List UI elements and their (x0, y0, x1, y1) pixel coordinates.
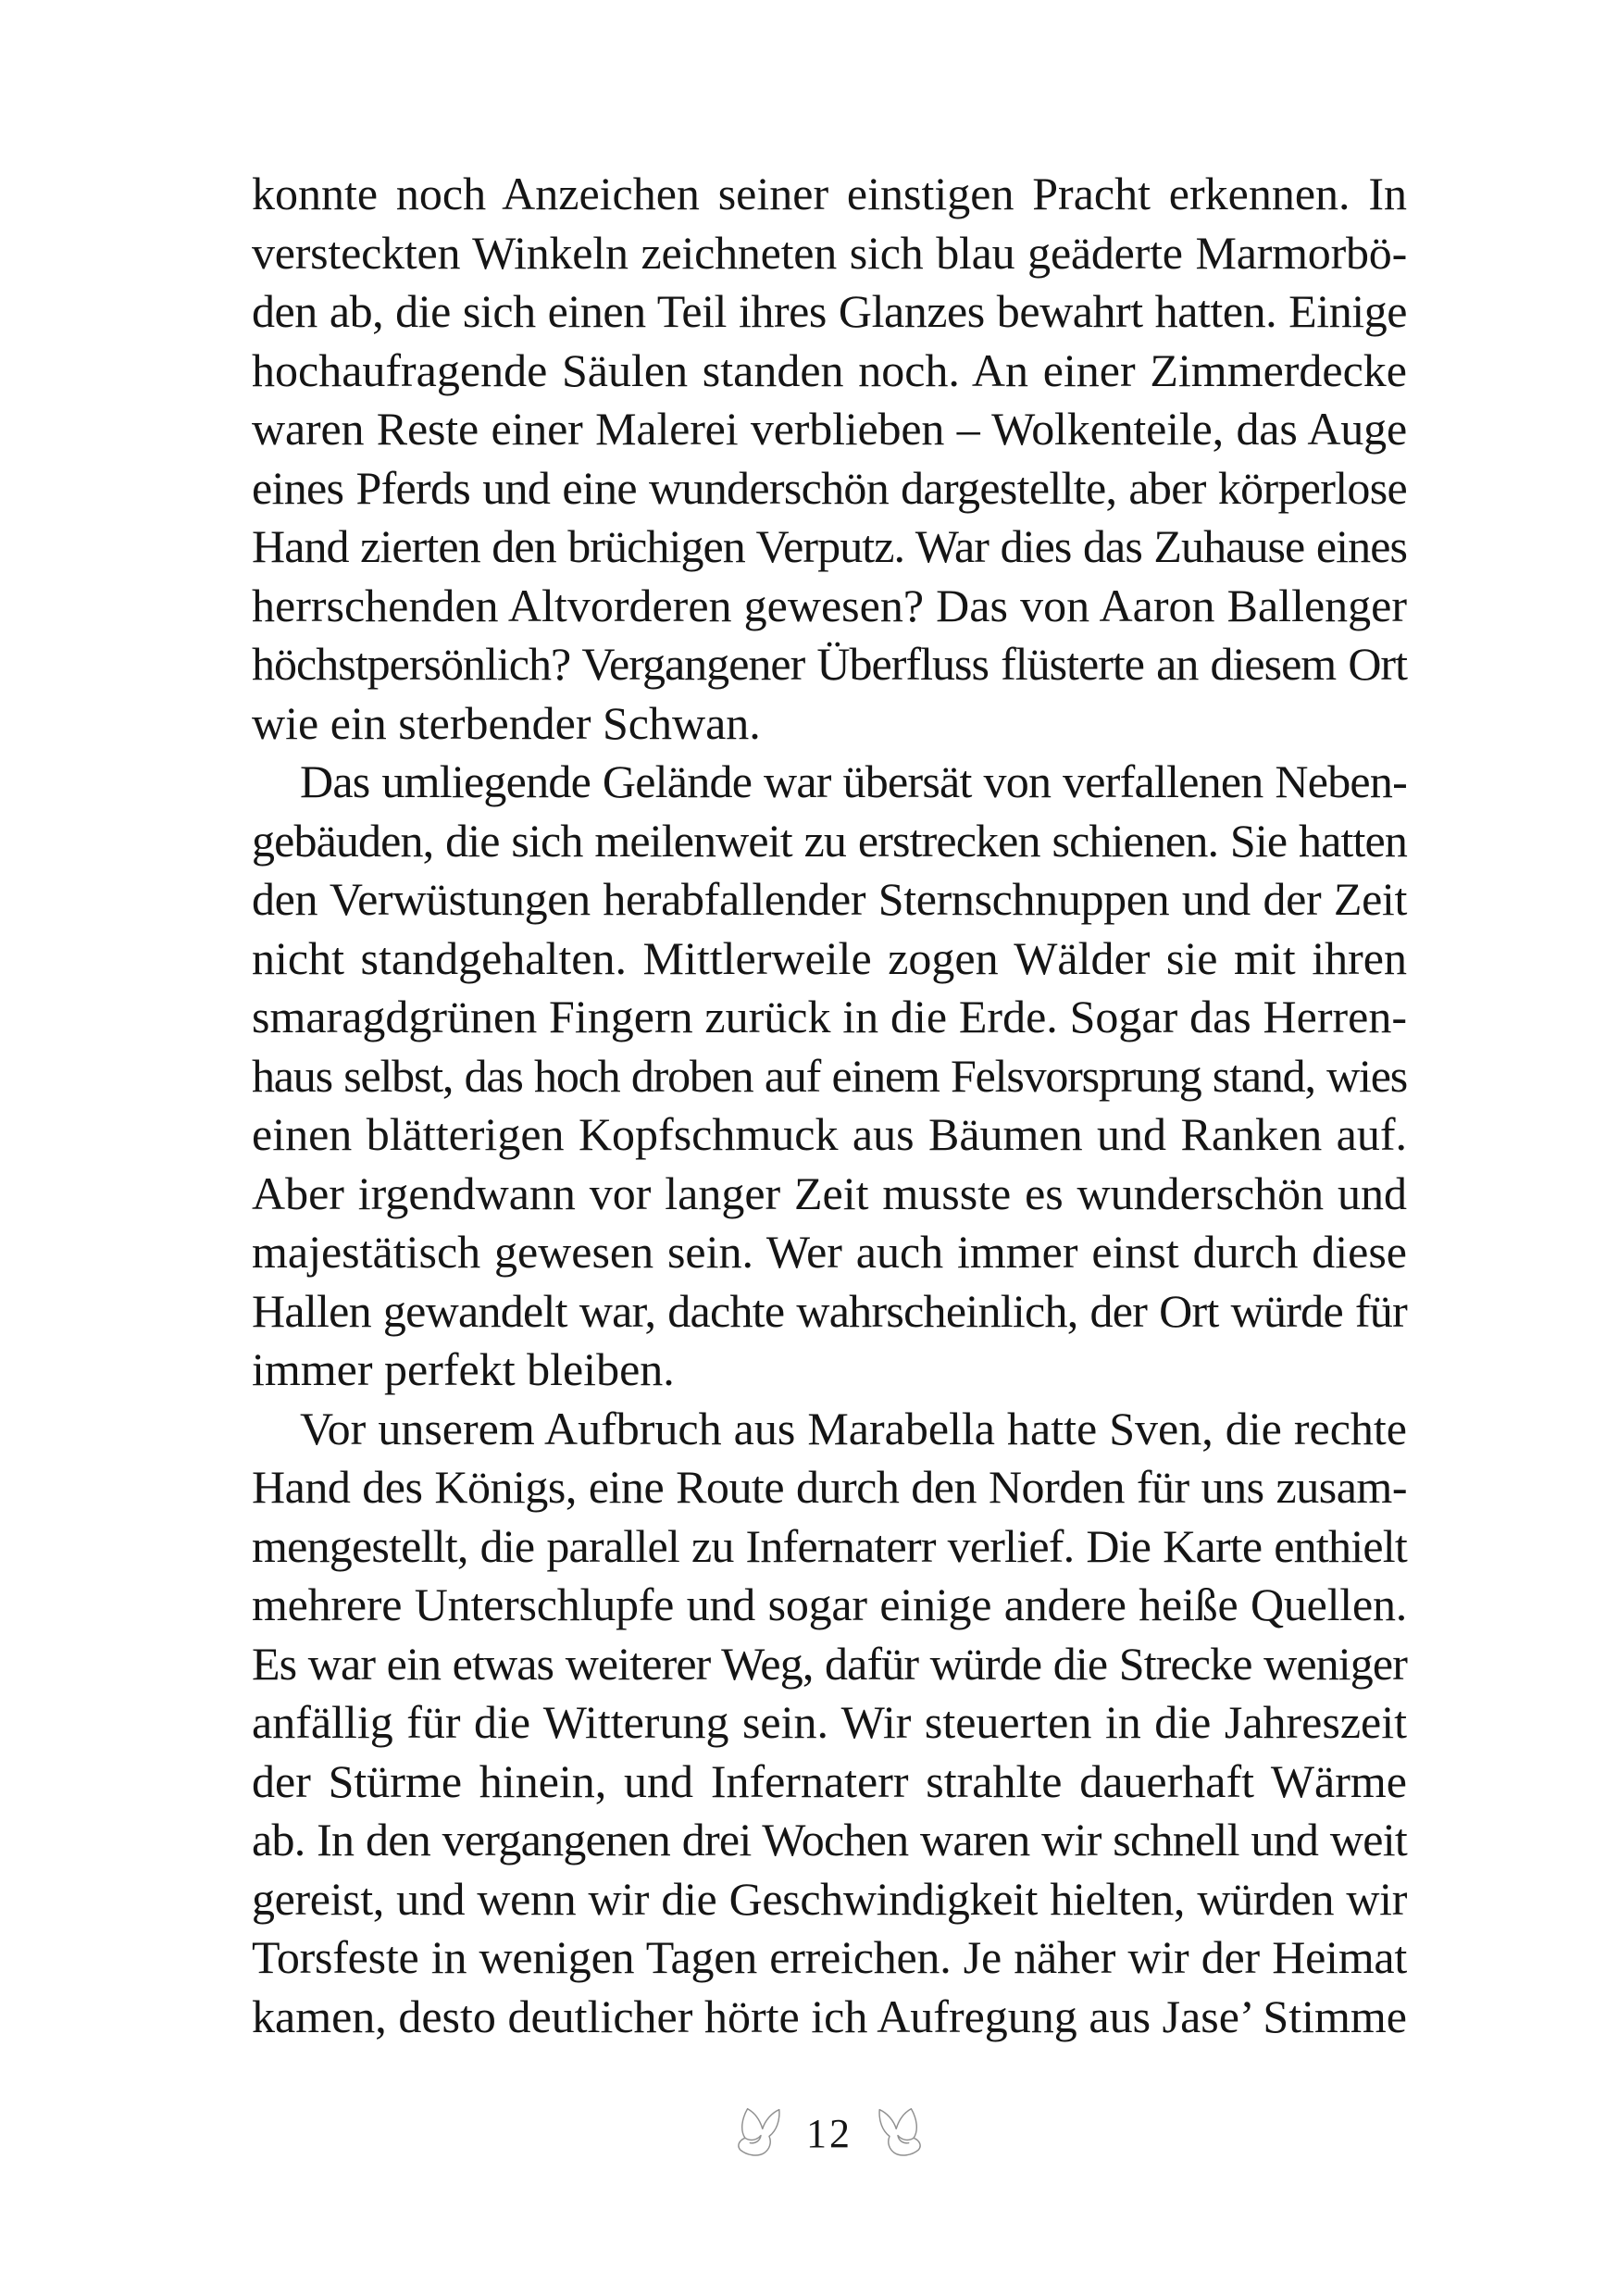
text-line: majestätisch gewesen sein. Wer auch immer einst durch diese (252, 1226, 1407, 1278)
text-line: Hand zierten den brüchigen Verputz. War dies das Zuhause eines (252, 520, 1407, 572)
text-line: herrschenden Altvorderen gewesen? Das von Aaron Ballenger (252, 579, 1407, 631)
text-line: ab. In den vergangenen drei Wochen waren wir schnell und weit (252, 1814, 1407, 1866)
text-line: immer perfekt bleiben. (252, 1343, 675, 1395)
text-line: einen blätterigen Kopfschmuck aus Bäumen und Ranken auf. (252, 1108, 1407, 1160)
text-line: anfällig für die Witterung sein. Wir steuerten in die Jahreszeit (252, 1696, 1407, 1748)
text-line: gebäuden, die sich meilenweit zu erstrecken schienen. Sie hatten (252, 814, 1407, 867)
text-line: hochaufragende Säulen standen noch. An einer Zimmerdecke (252, 343, 1407, 396)
text-line: kamen, desto deutlicher hörte ich Aufregung aus Jase’ Stimme (252, 1990, 1407, 2042)
tulip-ornament-right-icon (873, 2104, 923, 2160)
tulip-ornament-left-icon (736, 2104, 786, 2160)
text-line: mehrere Unterschlupfe und sogar einige andere heiße Quellen. (252, 1578, 1407, 1630)
text-line: versteckten Winkeln zeichneten sich blau geäderte Marmorbö- (252, 226, 1407, 279)
page-number: 12 (806, 2111, 853, 2156)
text-line: Das umliegende Gelände war übersät von verfallenen Neben- (300, 755, 1407, 807)
text-line: mengestellt, die parallel zu Infernaterr verlief. Die Karte enthielt (252, 1519, 1407, 1572)
text-line: Vor unserem Aufbruch aus Marabella hatte Sven, die rechte (300, 1402, 1407, 1454)
text-line: Aber irgendwann vor langer Zeit musste es wunderschön und (252, 1167, 1407, 1219)
text-line: gereist, und wenn wir die Geschwindigkeit hielten, würden wir (252, 1872, 1407, 1925)
page-text (252, 165, 1407, 2046)
text-line: wie ein sterbender Schwan. (252, 696, 761, 749)
text-line: den ab, die sich einen Teil ihres Glanzes bewahrt hatten. Einige (252, 285, 1407, 337)
text-line: Hallen gewandelt war, dachte wahrscheinlich, der Ort würde für (252, 1284, 1407, 1337)
text-line: den Verwüstungen herabfallender Sternschnuppen und der Zeit (252, 873, 1407, 925)
text-line: haus selbst, das hoch droben auf einem Felsvorsprung stand, wies (252, 1049, 1407, 1102)
text-line: Es war ein etwas weiterer Weg, dafür würde die Strecke weniger (252, 1637, 1407, 1690)
text-line: eines Pferds und eine wunderschön dargestellte, aber körperlose (252, 461, 1407, 514)
text-line: Torsfeste in wenigen Tagen erreichen. Je näher wir der Heimat (252, 1931, 1407, 1983)
text-line: höchstpersönlich? Vergangener Überfluss flüsterte an diesem Ort (252, 638, 1407, 690)
text-line: Hand des Königs, eine Route durch den Norden für uns zusam- (252, 1461, 1407, 1513)
page-footer (252, 2100, 1407, 2165)
text-line: konnte noch Anzeichen seiner einstigen Pracht erkennen. In (252, 168, 1407, 219)
text-line: nicht standgehalten. Mittlerweile zogen Wälder sie mit ihren (252, 931, 1407, 984)
text-line: smaragdgrünen Fingern zurück in die Erde. Sogar das Herren- (252, 991, 1407, 1042)
text-line: der Stürme hinein, und Infernaterr strahlte dauerhaft Wärme (252, 1754, 1407, 1807)
text-line: waren Reste einer Malerei verblieben – Wolkenteile, das Auge (252, 403, 1407, 455)
